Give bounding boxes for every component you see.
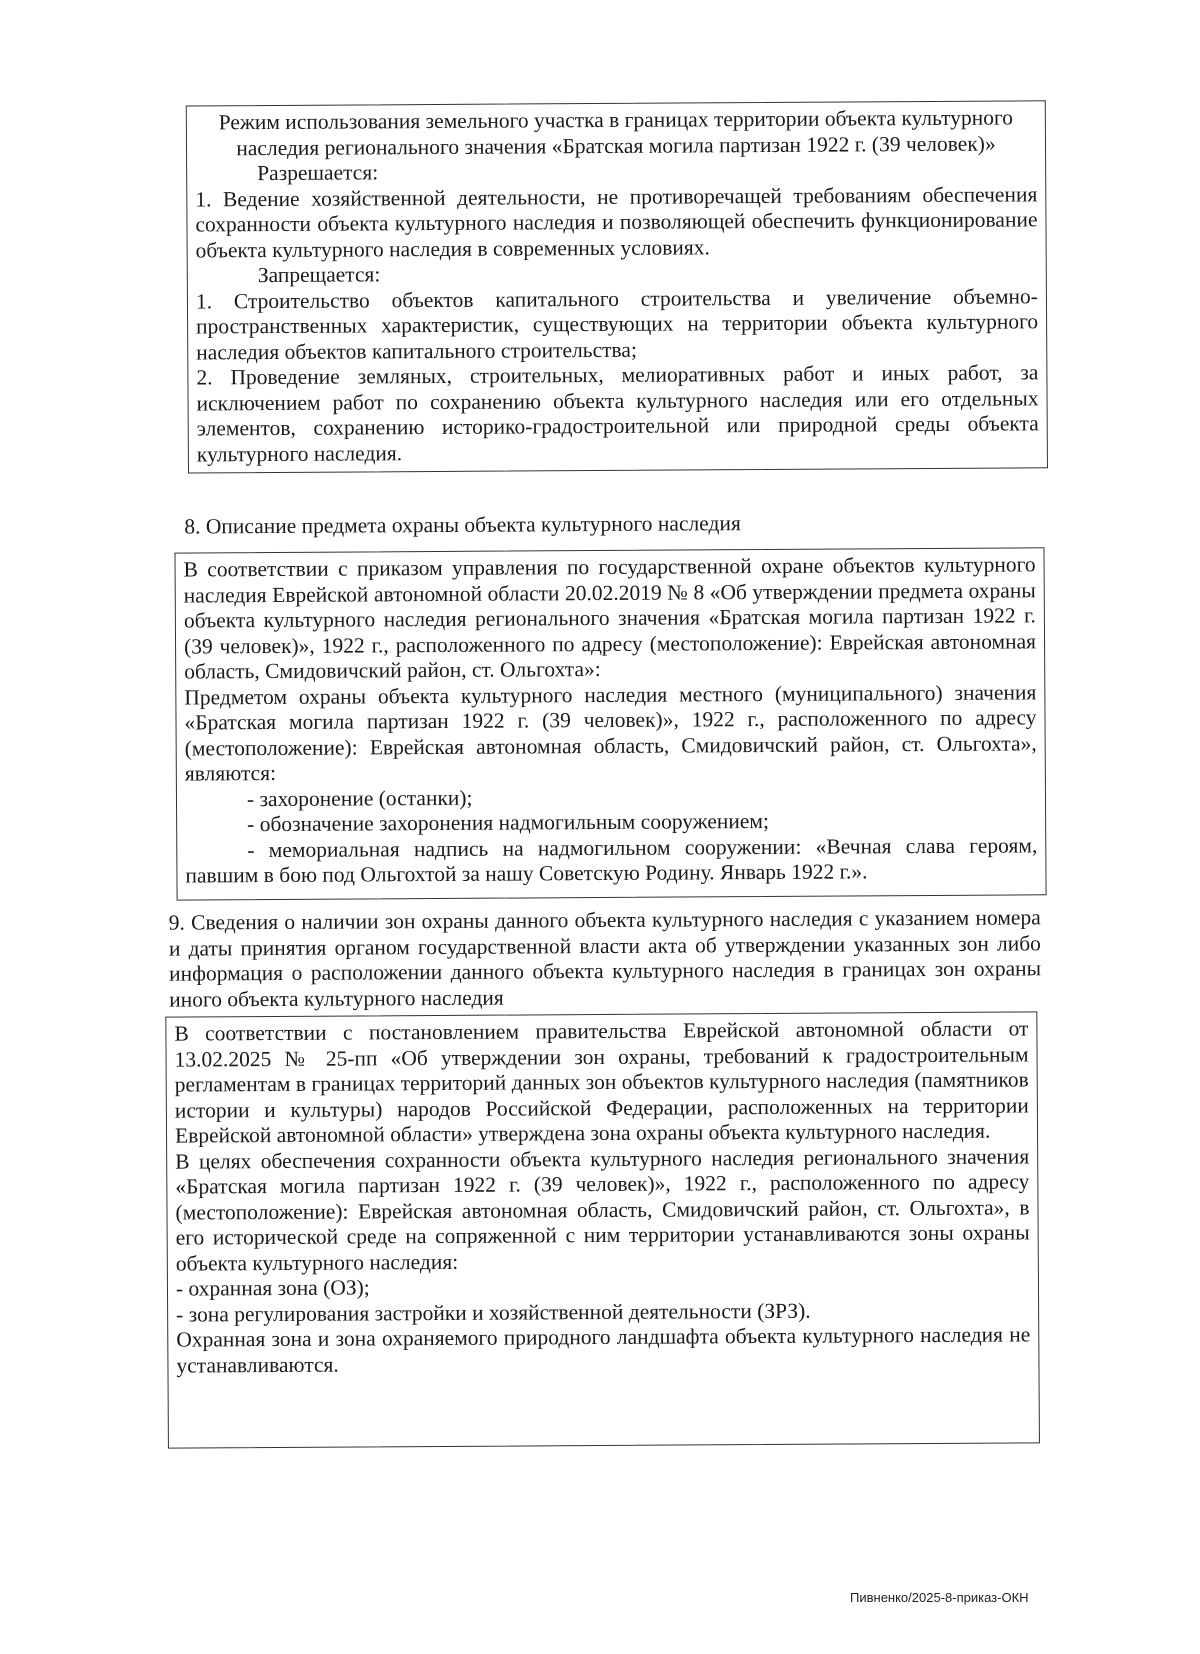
protection-subject-box bbox=[174, 547, 1046, 900]
section-8-item-3: - мемориальная надпись на надмогильном сооружении: «Вечная слава героям, павшим в бою под Ольгохтой за нашу Советскую Родину. Январь 1922 г.». bbox=[185, 832, 1038, 888]
section-8-para-2: Предметом охраны объекта культурного наследия местного (муниципального) значения «Братская могила партизан 1922 г. (39 человек)», 1922 г., расположенного по адресу (местоположение): Еврейская автономная область, Смидовичский район, ст. Ольгохта», являются: bbox=[184, 679, 1037, 786]
section-9-para-2: В целях обеспечения сохранности объекта культурного наследия регионального значения «Братская могила партизан 1922 г. (39 человек)», 1922 г., расположенного по адресу (местоположение): Еврейская автономная область, Смидовичский район, ст. Ольгохта», в его исторической среде на сопряженной с ним территории устанавливаются зоны охраны объекта культурного наследия: bbox=[175, 1143, 1030, 1276]
section-9-item-1: - охранная зона (ОЗ); bbox=[175, 1275, 370, 1301]
protection-zones-box bbox=[165, 1011, 1040, 1448]
section-9-para-3: Охранная зона и зона охраняемого природного ландшафта объекта культурного наследия не устанавливаются. bbox=[176, 1322, 1031, 1378]
section-9-heading: 9. Сведения о наличии зон охраны данного объекта культурного наследия с указанием номера и даты принятия органом государственной власти акта об утверждении указанных зон либо информация о расположении данного объекта культурного наследия в границах зон охраны иного объекта культурного наследия bbox=[168, 905, 1042, 1012]
allowed-item-1: 1. Ведение хозяйственной деятельности, не противоречащей требованиям обеспечения сохранности объекта культурного наследия и позволяющей обеспечить функционирование объекта культурного наследия в современных условиях. bbox=[195, 181, 1038, 262]
regime-title: Режим использования земельного участка в границах территории объекта культурного наследия регионального значения «Братская могила партизан 1922 г. (39 человек)» bbox=[218, 105, 1014, 160]
section-9-item-2: - зона регулирования застройки и хозяйственной деятельности (ЗРЗ). bbox=[176, 1298, 811, 1327]
section-8-item-2: - обозначение захоронения надмогильным сооружением; bbox=[247, 808, 770, 837]
section-8-heading: 8. Описание предмета охраны объекта культурного наследия bbox=[184, 511, 741, 539]
forbidden-label: Запрещается: bbox=[257, 262, 381, 288]
forbidden-item-2: 2. Проведение земляных, строительных, мелиоративных работ и иных работ, за исключением работ по сохранению объекта культурного наследия или его отдельных элементов, сохранению историко-градостроительной или природной среды объекта культурного наследия. bbox=[196, 360, 1039, 466]
land-use-regime-box bbox=[186, 100, 1048, 473]
section-9-para-1: В соответствии с постановлением правительства Еврейской автономной области от 13.02.2025 № 25-пп «Об утверждении зон охраны, требований к градостроительным регламентам в границах территорий данных зон объектов культурного наследия (памятников истории и культуры) народов Российской Федерации, расположенных на территории Еврейской автономной области» утверждена зона охраны объекта культурного наследия. bbox=[174, 1016, 1029, 1148]
allowed-label: Разрешается: bbox=[257, 160, 379, 186]
forbidden-item-1: 1. Строительство объектов капитального строительства и увеличение объемно-пространственных характеристик, существующих на территории объекта культурного наследия объектов капитального строительства; bbox=[195, 283, 1039, 364]
section-8-para-1: В соответствии с приказом управления по государственной охране объектов культурного наследия Еврейской автономной области 20.02.2019 № 8 «Об утверждении предмета охраны объекта культурного наследия регионального значения «Братская могила партизан 1922 г. (39 человек)», 1922 г., расположенного по адресу (местоположение): Еврейская автономная область, Смидовичский район, ст. Ольгохта»: bbox=[183, 552, 1037, 684]
document-reference: Пивненко/2025-8-приказ-ОКН bbox=[850, 1590, 1029, 1605]
section-8-item-1: - захоронение (останки); bbox=[246, 785, 473, 811]
